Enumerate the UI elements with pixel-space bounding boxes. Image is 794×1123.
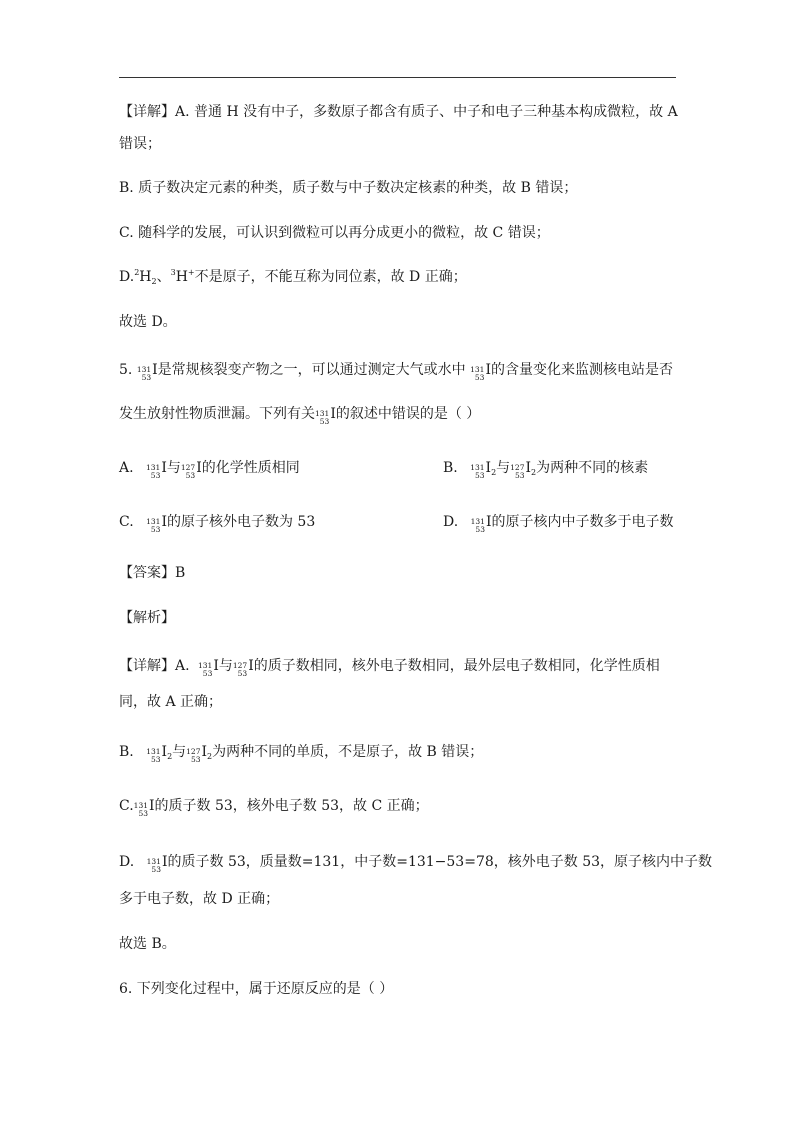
nuclide-i127: 127 53 I	[180, 460, 202, 480]
q4-d-prefix: D.	[119, 269, 135, 285]
nuclide-i127: 127 53 I	[232, 658, 254, 678]
nuclide-i131: 131 53 I	[136, 362, 158, 382]
nuclide-i131: 131 53 I	[146, 854, 168, 874]
q5-analysis-heading: 【解析】	[119, 610, 175, 626]
nuclide-i131: 131 53 I	[470, 514, 492, 534]
molecule-i2-127: 127 53 $I_2$	[510, 460, 537, 480]
q4-d-h2: H	[139, 269, 152, 285]
q4-d-sup2: 3	[170, 268, 176, 277]
option-a-label: A.	[119, 460, 134, 476]
q4-detail-line2: 错误；	[119, 136, 161, 152]
q5-option-d: D. 131 53 I的原子核内中子数多于电子数	[443, 514, 674, 534]
q5-exp-d-line1: D. 131 53 I的质子数 53，质量数=131，中子数=131−53=78，核外电子数 53，原子核内中子数	[119, 854, 713, 874]
q5-stem-line1	[119, 360, 673, 382]
q4-d-sup1: 2	[134, 268, 140, 277]
q5-stem2b: 的叙述中错误的是（ ）	[335, 406, 481, 422]
q5-stem1a: 是常规核裂变产物之一，可以通过测定大气或水中	[157, 362, 466, 378]
q5-exp-b: B. 131 53 $I_2$与 127 53 $I_2$为两种不同的单质，不是原子，故 B 错误；	[119, 744, 484, 764]
q5-stem2a: 发生放射性物质泄漏。下列有关	[119, 406, 315, 422]
q4-detail-c: C. 随科学的发展，可认识到微粒可以再分成更小的微粒，故 C 错误；	[119, 225, 550, 241]
nuclide-i131: 131 53 I	[146, 514, 167, 534]
molecule-i2-131: 131 53 $I_2$	[470, 460, 497, 480]
q5-stem-line2	[119, 404, 480, 426]
q5-choose: 故选 B。	[119, 936, 176, 952]
q5-option-a: A. 131 53 I与 127 53 I的化学性质相同	[119, 460, 300, 480]
q4-d-sep: 、	[156, 269, 171, 285]
q5-stem1b: 的含量变化来监测核电站是否	[490, 362, 673, 378]
q5-exp-d-line2: 多于电子数，故 D 正确；	[119, 891, 280, 907]
q4-d-rest: 不是原子，不能互称为同位素，故 D 正确；	[194, 269, 467, 285]
q4-detail-d	[119, 267, 467, 287]
q5-number: 5.	[119, 362, 133, 378]
nuclide-i131: 131 53 I	[133, 798, 155, 818]
q4-choose: 故选 D。	[119, 314, 177, 330]
q5-exp-a-line1: 【详解】A. 131 53 I与 127 53 I的质子数相同，核外电子数相同，最外层电子数相同，化学性质相	[119, 658, 660, 678]
nuclide-i131: 131 53 I	[315, 406, 336, 426]
option-d-label: D.	[443, 514, 459, 530]
q4-d-hplus: H	[175, 269, 188, 285]
q5-option-b: B. 131 53 $I_2$与 127 53 $I_2$为两种不同的核素	[443, 460, 649, 480]
molecule-i2-127: 127 53 $I_2$	[186, 744, 213, 764]
q4-detail-line1: 【详解】A. 普通 H 没有中子，多数原子都含有质子、中子和电子三种基本构成微粒，故 A	[119, 104, 678, 120]
q5-exp-a-line2: 同，故 A 正确；	[119, 694, 223, 710]
q4-detail-b: B. 质子数决定元素的种类，质子数与中子数决定核素的种类，故 B 错误；	[119, 180, 578, 196]
nuclide-i131: 131 53 I	[198, 658, 219, 678]
q4-d-sub1: 2	[151, 277, 157, 286]
nuclide-i131: 131 53 I	[470, 362, 491, 382]
q4-d-plus: +	[187, 268, 195, 277]
option-b-label: B.	[443, 460, 458, 476]
q5-answer: 【答案】B	[119, 565, 186, 581]
header-rule	[119, 77, 676, 78]
molecule-i2-131: 131 53 $I_2$	[146, 744, 173, 764]
option-c-label: C.	[119, 514, 134, 530]
q5-option-c: C. 131 53 I的原子核外电子数为 53	[119, 514, 316, 534]
q5-exp-c: C. 131 53 I的质子数 53，核外电子数 53，故 C 正确；	[119, 798, 429, 818]
q6-stem: 6. 下列变化过程中，属于还原反应的是（ ）	[119, 981, 394, 997]
nuclide-i131: 131 53 I	[146, 460, 167, 480]
